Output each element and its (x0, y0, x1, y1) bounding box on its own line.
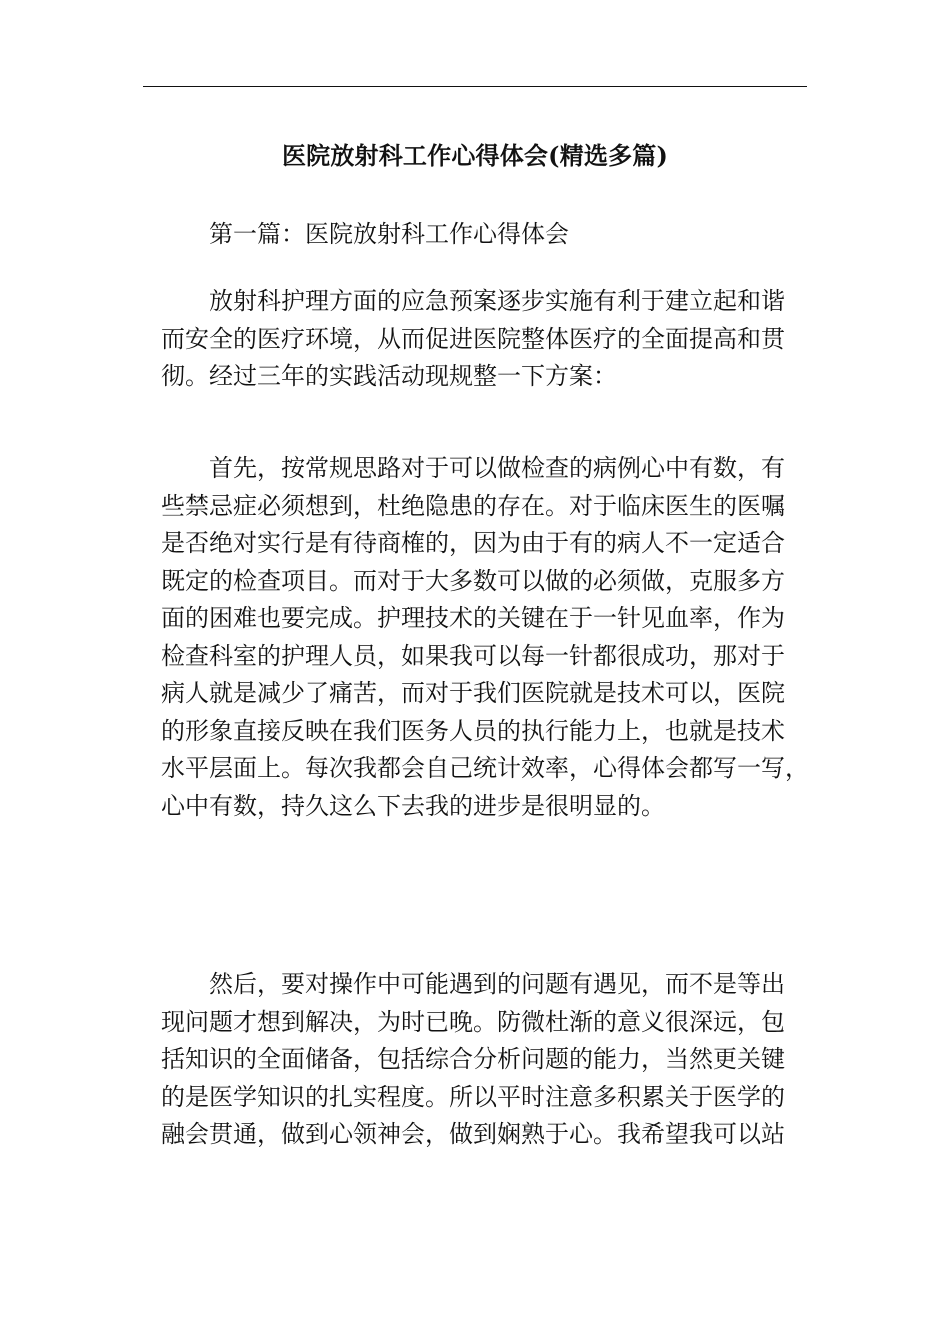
paragraph-line: 放射科护理方面的应急预案逐步实施有利于建立起和谐 (209, 287, 785, 315)
paragraph-line: 首先，按常规思路对于可以做检查的病例心中有数，有 (209, 454, 785, 482)
paragraph-line: 然后，要对操作中可能遇到的问题有遇见，而不是等出 (209, 970, 785, 998)
paragraph-line: 彻。经过三年的实践活动现规整一下方案： (161, 362, 617, 390)
paragraph-line: 的是医学知识的扎实程度。所以平时注意多积累关于医学的 (161, 1082, 785, 1111)
paragraph-line: 病人就是减少了痛苦，而对于我们医院就是技术可以，医院 (161, 679, 785, 707)
section-heading: 第一篇：医院放射科工作心得体会 (209, 220, 569, 248)
paragraph-line: 些禁忌症必须想到，杜绝隐患的存在。对于临床医生的医嘱 (161, 491, 785, 520)
paragraph-line: 面的困难也要完成。护理技术的关键在于一针见血率，作为 (161, 604, 785, 632)
paragraph-1 (161, 283, 801, 396)
paragraph-3 (161, 966, 801, 1154)
paragraph-line: 既定的检查项目。而对于大多数可以做的必须做，克服多方 (161, 566, 785, 595)
paragraph-2 (161, 450, 809, 825)
paragraph-line: 融会贯通，做到心领神会，做到娴熟于心。我希望我可以站 (161, 1120, 785, 1148)
header-rule (143, 86, 807, 87)
paragraph-line: 心中有数，持久这么下去我的进步是很明显的。 (161, 791, 665, 820)
paragraph-line: 而安全的医疗环境，从而促进医院整体医疗的全面提高和贯 (161, 324, 785, 353)
paragraph-line: 检查科室的护理人员，如果我可以每一针都很成功，那对于 (161, 641, 785, 670)
paragraph-line: 的形象直接反映在我们医务人员的执行能力上，也就是技术 (161, 716, 785, 745)
paragraph-line: 括知识的全面储备，包括综合分析问题的能力，当然更关键 (161, 1045, 785, 1073)
paragraph-line: 水平层面上。每次我都会自己统计效率，心得体会都写一写， (161, 754, 809, 782)
document-title: 医院放射科工作心得体会(精选多篇) (281, 141, 669, 170)
paragraph-line: 现问题才想到解决，为时已晚。防微杜渐的意义很深远，包 (161, 1007, 785, 1036)
paragraph-line: 是否绝对实行是有待商榷的，因为由于有的病人不一定适合 (161, 529, 785, 557)
